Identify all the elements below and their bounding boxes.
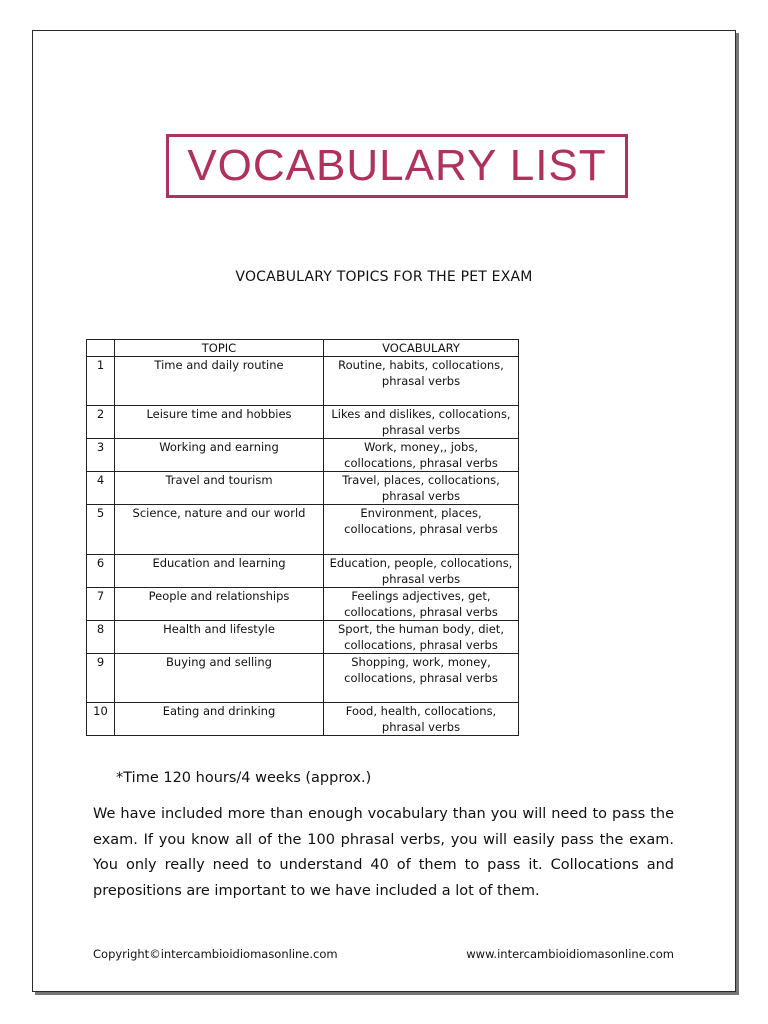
row-topic: Leisure time and hobbies xyxy=(115,406,324,439)
table-row xyxy=(87,472,519,505)
row-number: 1 xyxy=(87,357,115,406)
row-number: 4 xyxy=(87,472,115,505)
row-topic: Education and learning xyxy=(115,555,324,588)
row-vocabulary: Work, money,, jobs, collocations, phrasal verbs xyxy=(324,439,519,472)
table-header-row xyxy=(87,340,519,357)
table-row xyxy=(87,654,519,703)
row-number: 9 xyxy=(87,654,115,703)
row-number: 2 xyxy=(87,406,115,439)
row-vocabulary: Likes and dislikes, collocations, phrasal verbs xyxy=(324,406,519,439)
vocabulary-table xyxy=(86,339,519,736)
footer-copyright: Copyright©intercambioidiomasonline.com xyxy=(93,947,338,961)
title-box xyxy=(166,134,628,198)
row-vocabulary: Routine, habits, collocations, phrasal verbs xyxy=(324,357,519,406)
page-subtitle: VOCABULARY TOPICS FOR THE PET EXAM xyxy=(235,269,533,285)
table-row xyxy=(87,357,519,406)
row-topic: Travel and tourism xyxy=(115,472,324,505)
row-topic: Science, nature and our world xyxy=(115,505,324,555)
table-row xyxy=(87,406,519,439)
info-paragraph: We have included more than enough vocabulary than you will need to pass the exam. If you know all of the 100 phrasal verbs, you will easily pass the exam. You only really need to understand 40 of them to pass it. Collocations and prepositions are important to we have included a lot of them. xyxy=(93,806,674,899)
row-topic: Eating and drinking xyxy=(115,703,324,736)
table-row xyxy=(87,703,519,736)
footer-website[interactable]: www.intercambioidiomasonline.com xyxy=(466,947,674,961)
row-topic: Buying and selling xyxy=(115,654,324,703)
row-vocabulary: Environment, places, collocations, phrasal verbs xyxy=(324,505,519,555)
header-vocabulary: VOCABULARY xyxy=(324,340,519,357)
table-row xyxy=(87,555,519,588)
row-vocabulary: Food, health, collocations, phrasal verbs xyxy=(324,703,519,736)
table-row xyxy=(87,621,519,654)
row-topic: Health and lifestyle xyxy=(115,621,324,654)
row-number: 10 xyxy=(87,703,115,736)
row-topic: People and relationships xyxy=(115,588,324,621)
row-topic: Working and earning xyxy=(115,439,324,472)
page-title: VOCABULARY LIST xyxy=(187,141,607,190)
row-number: 8 xyxy=(87,621,115,654)
row-number: 3 xyxy=(87,439,115,472)
row-vocabulary: Sport, the human body, diet, collocations, phrasal verbs xyxy=(324,621,519,654)
table-body xyxy=(87,357,519,736)
row-number: 5 xyxy=(87,505,115,555)
table-row xyxy=(87,439,519,472)
table-row xyxy=(87,588,519,621)
row-vocabulary: Feelings adjectives, get, collocations, phrasal verbs xyxy=(324,588,519,621)
row-topic: Time and daily routine xyxy=(115,357,324,406)
row-vocabulary: Travel, places, collocations, phrasal verbs xyxy=(324,472,519,505)
header-topic: TOPIC xyxy=(115,340,324,357)
header-number xyxy=(87,340,115,357)
time-note: *Time 120 hours/4 weeks (approx.) xyxy=(116,770,372,786)
row-vocabulary: Shopping, work, money, collocations, phrasal verbs xyxy=(324,654,519,703)
row-number: 6 xyxy=(87,555,115,588)
row-number: 7 xyxy=(87,588,115,621)
row-vocabulary: Education, people, collocations, phrasal verbs xyxy=(324,555,519,588)
table-row xyxy=(87,505,519,555)
